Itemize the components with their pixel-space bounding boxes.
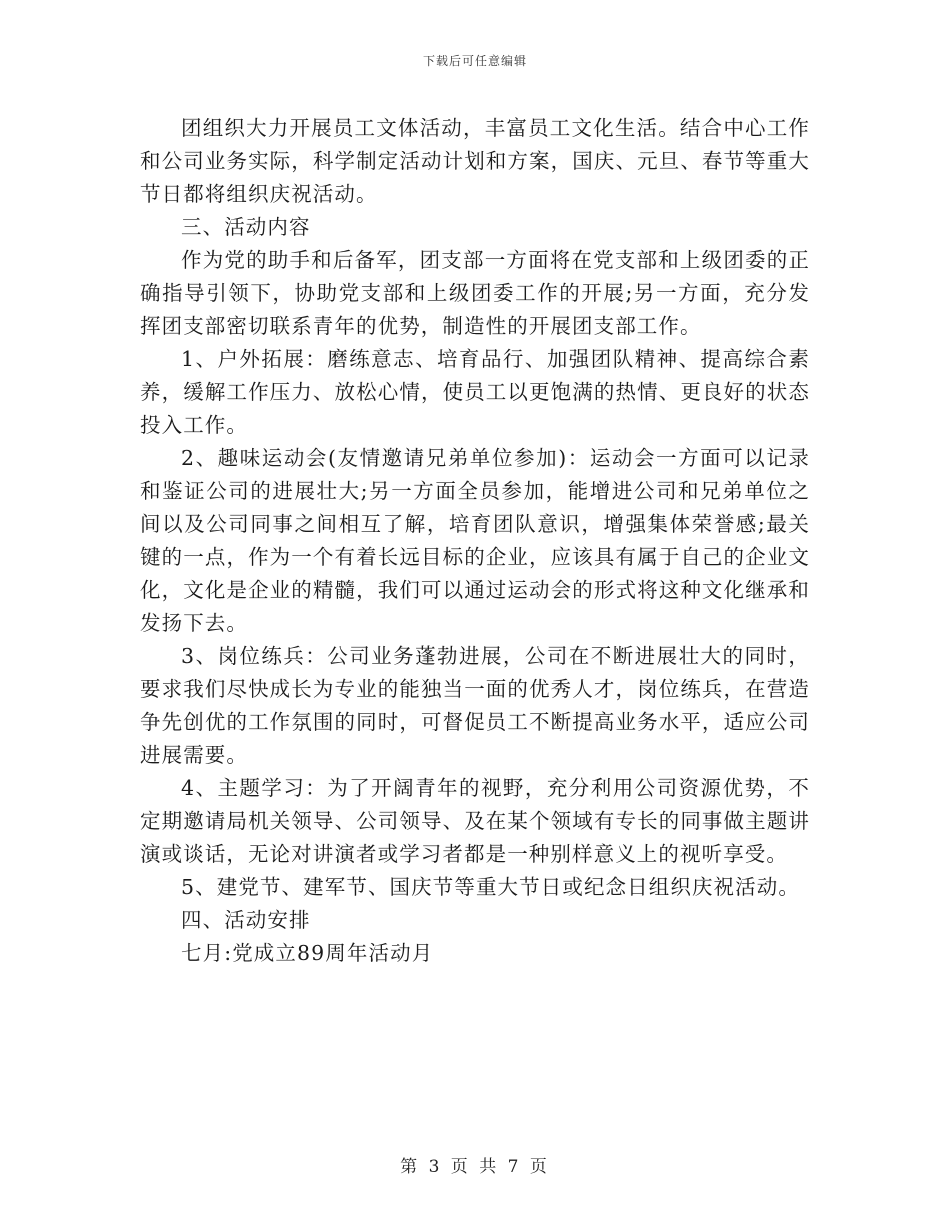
document-body [140, 112, 810, 970]
paragraph-activities-intro: 团组织大力开展员工文体活动，丰富员工文化生活。结合中心工作和公司业务实际，科学制定活动计划和方案，国庆、元旦、春节等重大节日都将组织庆祝活动。 [140, 116, 810, 206]
paragraph-job-training: 3、岗位练兵：公司业务蓬勃进展，公司在不断进展壮大的同时，要求我们尽快成长为专业的能独当一面的优秀人才，岗位练兵，在营造争先创优的工作氛围的同时，可督促员工不断提高业务水平，适应公司进展需要。 [140, 644, 810, 767]
paragraph-role: 作为党的助手和后备军，团支部一方面将在党支部和上级团委的正确指导引领下，协助党支部和上级团委工作的开展;另一方面，充分发挥团支部密切联系青年的优势，制造性的开展团支部工作。 [140, 248, 810, 338]
paragraph-fun-sports-meet: 2、趣味运动会(友情邀请兄弟单位参加)：运动会一方面可以记录和鉴证公司的进展壮大;另一方面全员参加，能增进公司和兄弟单位之间以及公司同事之间相互了解，培育团队意识，增强集体荣誉感;最关键的一点，作为一个有着长远目标的企业，应该具有属于自己的企业文化，文化是企业的精髓，我们可以通过运动会的形式将这种文化继承和发扬下去。 [140, 446, 810, 635]
section-heading-activity-content: 三、活动内容 [181, 215, 311, 239]
section-heading-activity-schedule: 四、活动安排 [181, 908, 311, 932]
paragraph-july-schedule: 七月:党成立89周年活动月 [181, 941, 434, 965]
page-number-footer: 第 3 页 共 7 页 [400, 1157, 550, 1177]
paragraph-festival-celebrations: 5、建党节、建军节、国庆节等重大节日或纪念日组织庆祝活动。 [181, 875, 800, 899]
page-header: 下载后可任意编辑 [422, 54, 527, 68]
paragraph-outdoor-expansion: 1、户外拓展：磨练意志、培育品行、加强团队精神、提高综合素养，缓解工作压力、放松心情，使员工以更饱满的热情、更良好的状态投入工作。 [140, 347, 810, 437]
paragraph-theme-study: 4、主题学习：为了开阔青年的视野，充分利用公司资源优势，不定期邀请局机关领导、公司领导、及在某个领域有专长的同事做主题讲演或谈话，无论对讲演者或学习者都是一种别样意义上的视听享受。 [140, 776, 810, 866]
